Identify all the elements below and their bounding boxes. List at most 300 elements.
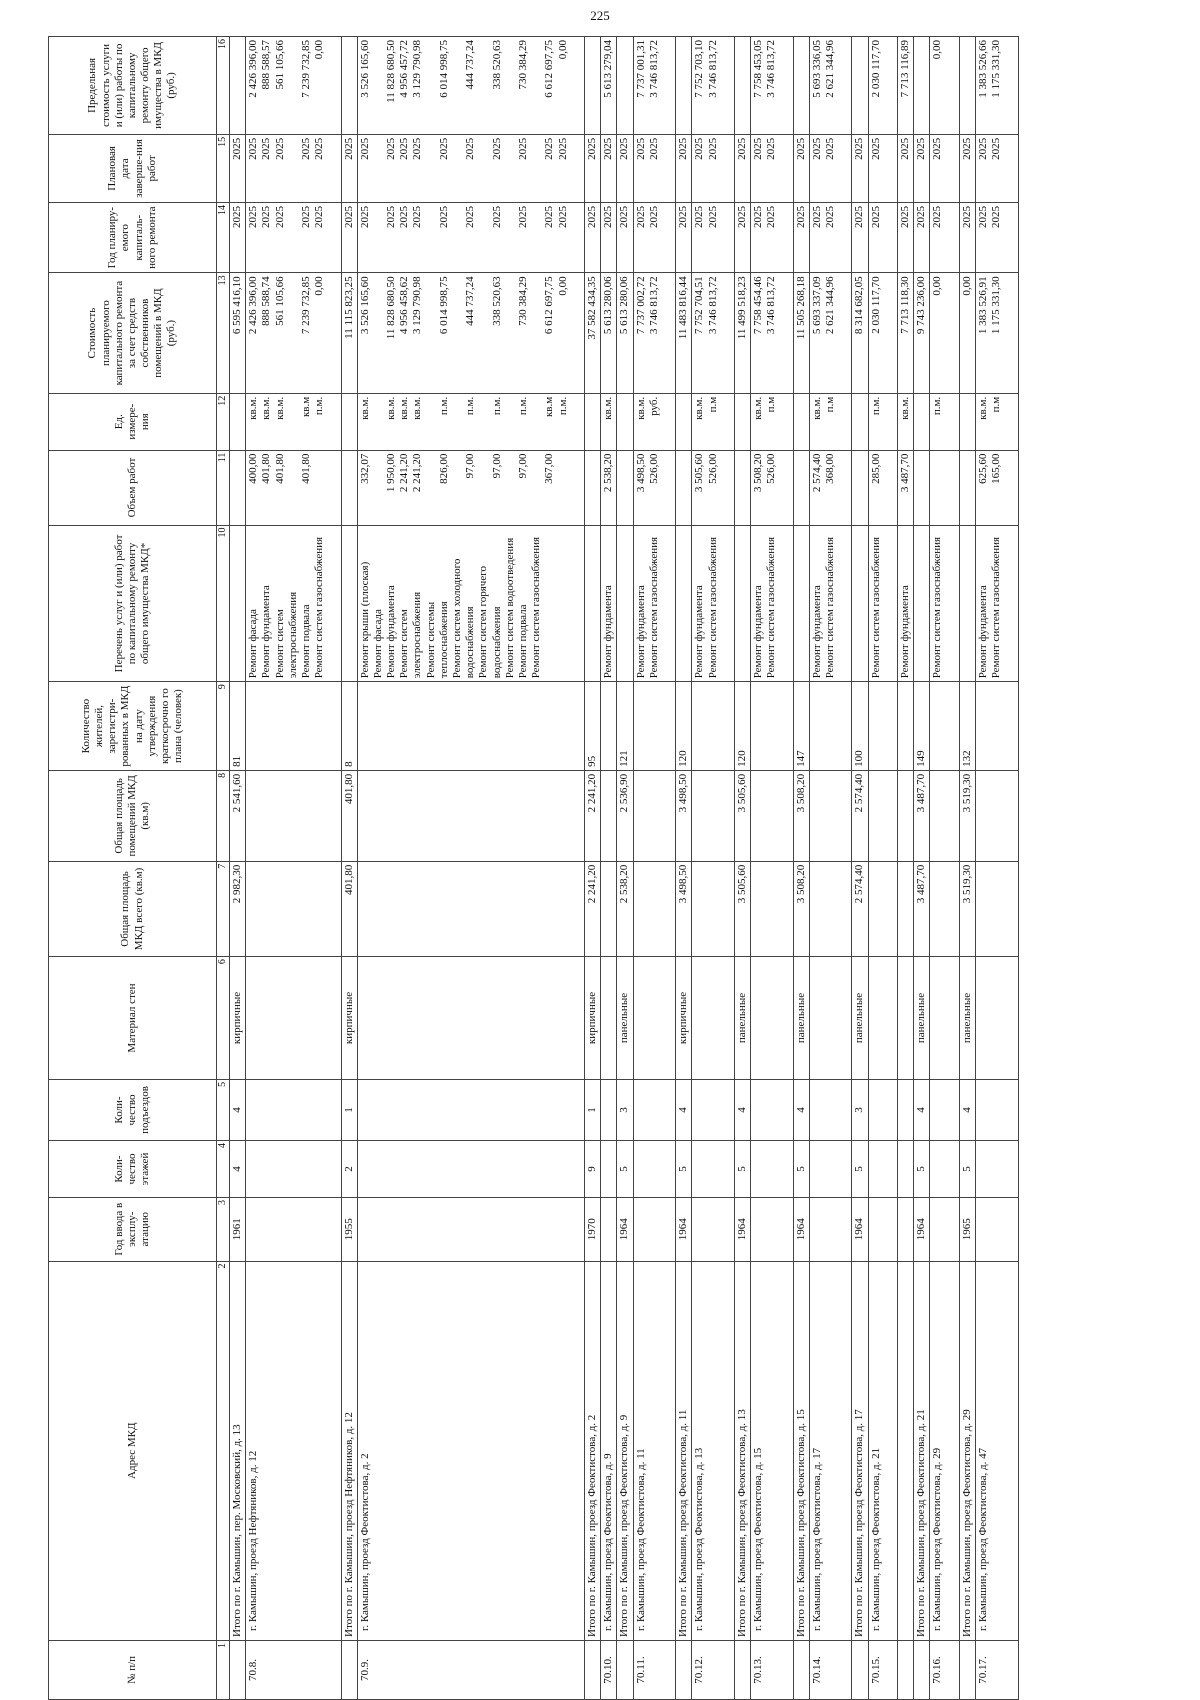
- cost-cell: [230, 273, 246, 393]
- header-area-premises: Общая площадь помещений МКД (кв.м): [49, 770, 217, 861]
- row-num-cell: [357, 1640, 584, 1699]
- area-total-cell: [692, 861, 735, 956]
- work-cost: 11 115 823,25: [342, 276, 355, 339]
- work-y1: 2025: [398, 205, 411, 228]
- entrances-cell: [898, 1079, 914, 1140]
- work-limit: 6 014 998,75: [437, 40, 450, 98]
- address-label: г. Камышин, проезд Феоктистова, д. 29: [931, 1447, 944, 1631]
- cell-text: 5: [618, 1166, 631, 1172]
- cell-text: кирпичные: [586, 991, 599, 1045]
- year-cell: [585, 1197, 601, 1261]
- floors-cell: [959, 1141, 975, 1198]
- work-name: [961, 529, 974, 679]
- work-unit: кв.м.: [411, 396, 424, 420]
- row-num-cell: [852, 1640, 868, 1699]
- unit-cell: [246, 393, 341, 450]
- work-vol: 2 241,20: [398, 453, 411, 493]
- work-vol: [313, 454, 339, 522]
- entrances-cell: [868, 1079, 897, 1140]
- work-name: Ремонт фундамента: [752, 585, 765, 679]
- work-cost: 6 612 697,75: [543, 276, 556, 335]
- year-cell: [601, 1197, 617, 1261]
- material-cell: [676, 957, 692, 1080]
- table-row: [692, 37, 735, 1700]
- entrances-cell: [676, 1079, 692, 1140]
- row-num-cell: [751, 1640, 794, 1699]
- row-num-cell: [230, 1640, 246, 1699]
- work-limit: 7 758 453,05: [752, 40, 765, 98]
- work-limit: 338 520,63: [490, 40, 503, 90]
- work-cost: 3 746 813,72: [706, 276, 719, 335]
- colnum: 5: [217, 1079, 230, 1140]
- volume-cell: [852, 450, 868, 525]
- total-label: Итого по г. Камышин, проезд Феоктистова, д. 2: [586, 1414, 599, 1637]
- year-cell: [357, 1197, 584, 1261]
- table-row: [601, 37, 617, 1700]
- work-name: Ремонт систем газоснабжения: [313, 536, 326, 679]
- repair-year-cell: [898, 202, 914, 272]
- works-cell: [230, 525, 246, 682]
- work-cost: 11 483 816,44: [677, 276, 690, 340]
- work-unit: п.м.: [556, 396, 569, 416]
- total-label: Итого по г. Камышин, проезд Феоктистова, д. 29: [960, 1409, 973, 1637]
- cell-text: 70.17.: [976, 1656, 989, 1684]
- row-num-cell: [868, 1640, 897, 1699]
- area-premises-cell: [357, 770, 584, 861]
- work-name: Ремонт систем водоотведения: [503, 537, 516, 679]
- work-unit: [231, 397, 244, 447]
- cell-text: панельные: [735, 992, 748, 1044]
- year-cell: [930, 1197, 959, 1261]
- table-row: [914, 37, 930, 1700]
- work-vol: 1 950,00: [385, 453, 398, 493]
- address-cell: [692, 1261, 735, 1640]
- work-unit: кв.м.: [634, 396, 647, 420]
- row-num-cell: [959, 1640, 975, 1699]
- cell-text: 2: [342, 1166, 355, 1172]
- row-num-cell: [676, 1640, 692, 1699]
- repair-year-cell: [230, 202, 246, 272]
- work-y2: 2025: [556, 137, 569, 160]
- year-cell: [633, 1197, 676, 1261]
- area-premises-cell: [959, 770, 975, 861]
- volume-cell: [341, 450, 357, 525]
- floors-cell: [975, 1141, 1018, 1198]
- work-name: Ремонт систем газоснабжения: [647, 536, 660, 679]
- cell-text: кирпичные: [342, 991, 355, 1045]
- completion-date-cell: [692, 134, 735, 202]
- works-cell: [601, 525, 617, 682]
- completion-date-cell: [852, 134, 868, 202]
- work-cost: 3 746 813,72: [647, 276, 660, 335]
- table-row: [734, 37, 750, 1700]
- work-cost: 7 752 704,51: [693, 276, 706, 335]
- work-cost: 3 746 813,72: [765, 276, 778, 335]
- cell-text: 70.8.: [247, 1658, 260, 1681]
- work-cost: 2 621 344,96: [824, 276, 837, 335]
- completion-date-cell: [809, 134, 852, 202]
- entrances-cell: [930, 1079, 959, 1140]
- work-limit: 7 752 703,10: [693, 40, 706, 98]
- cell-text: 70.14.: [810, 1656, 823, 1684]
- residents-cell: [585, 682, 601, 771]
- limit-cost-cell: [852, 37, 868, 135]
- header-row: [49, 37, 217, 1700]
- unit-cell: [793, 393, 809, 450]
- work-vol: 165,00: [990, 453, 1003, 484]
- year-cell: [692, 1197, 735, 1261]
- work-y2: 2025: [869, 137, 882, 160]
- floors-cell: [852, 1141, 868, 1198]
- cell-text: 1964: [618, 1218, 631, 1241]
- cost-cell: [617, 273, 633, 393]
- cost-cell: [734, 273, 750, 393]
- floors-cell: [341, 1141, 357, 1198]
- area-total-cell: [975, 861, 1018, 956]
- year-cell: [868, 1197, 897, 1261]
- repair-year-cell: [959, 202, 975, 272]
- work-y2: 2025: [765, 137, 778, 160]
- cell-text: 2 241,20: [586, 864, 599, 904]
- entrances-cell: [734, 1079, 750, 1140]
- work-unit: кв.м.: [602, 396, 615, 420]
- floors-cell: [868, 1141, 897, 1198]
- table-row: [959, 37, 975, 1700]
- cell-text: 3: [618, 1107, 631, 1113]
- work-vol: 625,60: [976, 453, 989, 484]
- floors-cell: [734, 1141, 750, 1198]
- volume-cell: [975, 450, 1018, 525]
- cell-text: 401,80: [342, 864, 355, 895]
- cell-text: 1964: [677, 1218, 690, 1241]
- residents-cell: [633, 682, 676, 771]
- table-body: [230, 37, 1019, 1700]
- work-y1: 2025: [824, 205, 837, 228]
- cell-text: 2 536,90: [618, 773, 631, 813]
- area-total-cell: [633, 861, 676, 956]
- floors-cell: [930, 1141, 959, 1198]
- works-cell: [585, 525, 601, 682]
- address-cell: [975, 1261, 1018, 1640]
- cell-text: панельные: [853, 992, 866, 1044]
- work-y1: 2025: [342, 205, 355, 228]
- year-cell: [914, 1197, 930, 1261]
- cost-cell: [585, 273, 601, 393]
- area-total-cell: [898, 861, 914, 956]
- works-cell: [633, 525, 676, 682]
- work-name: [853, 529, 866, 679]
- entrances-cell: [793, 1079, 809, 1140]
- material-cell: [930, 957, 959, 1080]
- work-vol: 368,00: [824, 453, 837, 484]
- repair-year-cell: [809, 202, 852, 272]
- cell-text: 5: [853, 1166, 866, 1172]
- work-unit: п.м.: [490, 396, 503, 416]
- address-label: г. Камышин, проезд Феоктистова, д. 47: [976, 1447, 989, 1631]
- work-unit: [618, 397, 631, 447]
- work-unit: п.м.: [931, 396, 944, 416]
- row-num-cell: [809, 1640, 852, 1699]
- area-total-cell: [793, 861, 809, 956]
- address-cell: [809, 1261, 852, 1640]
- repair-year-cell: [692, 202, 735, 272]
- cell-text: 3 508,20: [794, 864, 807, 904]
- work-y1: 2025: [260, 205, 273, 228]
- cell-text: 1964: [735, 1218, 748, 1241]
- work-vol: 3 505,60: [693, 453, 706, 493]
- work-y1: 2025: [437, 205, 450, 228]
- repair-year-cell: [793, 202, 809, 272]
- volume-cell: [585, 450, 601, 525]
- area-total-cell: [734, 861, 750, 956]
- area-total-cell: [601, 861, 617, 956]
- work-y1: 2025: [273, 205, 286, 228]
- work-y1: 2025: [869, 205, 882, 228]
- material-cell: [852, 957, 868, 1080]
- work-limit: [343, 40, 356, 131]
- floors-cell: [898, 1141, 914, 1198]
- entrances-cell: [341, 1079, 357, 1140]
- header-year: Год ввода в эксплу-атацию: [49, 1197, 217, 1261]
- entrances-cell: [852, 1079, 868, 1140]
- work-vol: 3 498,50: [634, 453, 647, 493]
- work-vol: 332,07: [358, 453, 371, 484]
- cell-text: 5: [677, 1166, 690, 1172]
- area-premises-cell: [230, 770, 246, 861]
- work-y2: 2025: [824, 137, 837, 160]
- completion-date-cell: [959, 134, 975, 202]
- table-row: [975, 37, 1018, 1700]
- unit-cell: [341, 393, 357, 450]
- cell-text: 5: [794, 1166, 807, 1172]
- header-entrances: Коли-чество подъездов: [49, 1079, 217, 1140]
- cell-text: 121: [618, 750, 631, 767]
- cell-text: 4: [231, 1107, 243, 1113]
- work-vol: 97,00: [464, 453, 477, 479]
- work-unit: руб.: [647, 396, 660, 416]
- cell-text: 70.11.: [634, 1656, 647, 1684]
- work-y2: 2025: [411, 137, 424, 160]
- work-y1: 2025: [618, 205, 631, 228]
- work-limit: 3 129 790,98: [411, 40, 424, 98]
- entrances-cell: [751, 1079, 794, 1140]
- work-unit: кв.м.: [976, 396, 989, 420]
- floors-cell: [617, 1141, 633, 1198]
- cell-text: 1961: [231, 1218, 243, 1241]
- works-cell: [930, 525, 959, 682]
- work-y2: 2025: [853, 137, 866, 160]
- completion-date-cell: [975, 134, 1018, 202]
- work-limit: 2 426 396,00: [247, 40, 260, 98]
- work-y2: 2025: [358, 137, 371, 160]
- work-name: Ремонт систем холодного водоснабжения: [451, 558, 477, 679]
- header-limit-cost: Предельная стоимость услуги и (или) работы по капитальному ремонту общего имущества в МКД (руб.): [49, 37, 217, 135]
- limit-cost-cell: [617, 37, 633, 135]
- cell-text: 1964: [794, 1218, 807, 1241]
- unit-cell: [751, 393, 794, 450]
- work-y2: 2025: [976, 137, 989, 160]
- work-unit: [853, 397, 866, 447]
- work-unit: п.м: [706, 396, 719, 413]
- table-row: [793, 37, 809, 1700]
- repair-year-cell: [341, 202, 357, 272]
- area-premises-cell: [975, 770, 1018, 861]
- area-premises-cell: [246, 770, 341, 861]
- material-cell: [617, 957, 633, 1080]
- work-limit: 7 737 001,31: [634, 40, 647, 98]
- area-premises-cell: [676, 770, 692, 861]
- colnum: 7: [217, 861, 230, 956]
- residents-cell: [868, 682, 897, 771]
- year-cell: [793, 1197, 809, 1261]
- work-limit: 2 621 344,96: [824, 40, 837, 98]
- header-works: Перечень услуг и (или) работ по капитальному ремонту общего имущества МКД*: [49, 525, 217, 682]
- work-limit: [853, 40, 866, 131]
- area-total-cell: [959, 861, 975, 956]
- work-cost: 561 105,66: [273, 276, 286, 326]
- work-unit: [915, 397, 928, 447]
- work-y1: 2025: [853, 205, 866, 228]
- work-name: Ремонт подвала: [299, 604, 312, 679]
- address-label: г. Камышин, проезд Феоктистова, д. 15: [752, 1447, 765, 1631]
- work-unit: [586, 397, 599, 447]
- row-num-cell: [930, 1640, 959, 1699]
- address-label: г. Камышин, проезд Феоктистова, д. 21: [869, 1447, 882, 1631]
- header-unit: Ед. измере-ния: [49, 393, 217, 450]
- limit-cost-cell: [930, 37, 959, 135]
- rotated-table-sheet: [48, 36, 1178, 1700]
- work-y2: 2025: [899, 137, 912, 160]
- unit-cell: [734, 393, 750, 450]
- work-unit: кв.м.: [693, 396, 706, 420]
- cost-cell: [246, 273, 341, 393]
- floors-cell: [601, 1141, 617, 1198]
- cell-text: 120: [677, 750, 690, 767]
- work-limit: 888 588,57: [260, 40, 273, 90]
- residents-cell: [959, 682, 975, 771]
- work-name: Ремонт фундамента: [810, 585, 823, 679]
- work-y1: 2025: [765, 205, 778, 228]
- work-cost: 5 613 280,06: [618, 276, 631, 335]
- work-vol: [915, 454, 928, 522]
- work-y1: 2025: [358, 205, 371, 228]
- work-y1: 2025: [990, 205, 1003, 228]
- work-y2: 2025: [602, 137, 615, 160]
- work-vol: 3 487,70: [899, 453, 912, 493]
- residents-cell: [930, 682, 959, 771]
- completion-date-cell: [341, 134, 357, 202]
- table-row: [751, 37, 794, 1700]
- limit-cost-cell: [246, 37, 341, 135]
- cell-text: 3 505,60: [735, 773, 748, 813]
- address-cell: [341, 1261, 357, 1640]
- page-number: 225: [590, 8, 610, 23]
- address-cell: [898, 1261, 914, 1640]
- area-total-cell: [930, 861, 959, 956]
- area-total-cell: [852, 861, 868, 956]
- work-cost: 7 713 118,30: [899, 276, 912, 334]
- work-y2: 2025: [273, 137, 286, 160]
- material-cell: [793, 957, 809, 1080]
- work-limit: [586, 40, 599, 131]
- work-y1: 2025: [735, 205, 748, 228]
- work-name: Ремонт фасада: [247, 609, 260, 679]
- work-cost: 4 956 458,62: [398, 276, 411, 335]
- colnum: 14: [217, 202, 230, 272]
- work-y1: 2025: [543, 205, 556, 228]
- work-limit: 1 175 331,30: [990, 40, 1003, 98]
- work-limit: 7 239 732,85: [299, 40, 312, 98]
- address-cell: [793, 1261, 809, 1640]
- entrances-cell: [692, 1079, 735, 1140]
- row-num-cell: [585, 1640, 601, 1699]
- cell-text: 2 982,30: [231, 864, 243, 904]
- colnum: 16: [217, 37, 230, 135]
- works-cell: [751, 525, 794, 682]
- work-vol: [931, 454, 957, 522]
- row-num-cell: [975, 1640, 1018, 1699]
- colnum: 10: [217, 525, 230, 682]
- completion-date-cell: [751, 134, 794, 202]
- volume-cell: [734, 450, 750, 525]
- work-cost: 6 014 998,75: [437, 276, 450, 335]
- repair-year-cell: [975, 202, 1018, 272]
- work-name: Ремонт фундамента: [385, 585, 398, 679]
- cell-text: 95: [586, 755, 599, 767]
- row-num-cell: [692, 1640, 735, 1699]
- volume-cell: [751, 450, 794, 525]
- volume-cell: [692, 450, 735, 525]
- work-unit: [677, 397, 690, 447]
- work-cost: 730 384,29: [517, 276, 530, 326]
- header-num: № п/п: [49, 1640, 217, 1699]
- cell-text: 132: [960, 750, 973, 767]
- limit-cost-cell: [585, 37, 601, 135]
- address-label: г. Камышин, проезд Феоктистова, д. 17: [810, 1447, 823, 1631]
- address-label: г. Камышин, проезд Феоктистова, д. 9: [602, 1453, 615, 1631]
- work-name: Ремонт систем газоснабжения: [530, 536, 543, 679]
- work-vol: 2 574,40: [810, 453, 823, 493]
- table-row: [633, 37, 676, 1700]
- unit-cell: [930, 393, 959, 450]
- cost-cell: [601, 273, 617, 393]
- work-cost: 0,00: [556, 276, 569, 296]
- work-y2: 2025: [437, 137, 450, 160]
- colnum: 8: [217, 770, 230, 861]
- work-unit: п.м: [990, 396, 1003, 413]
- address-cell: [852, 1261, 868, 1640]
- completion-date-cell: [585, 134, 601, 202]
- work-y2: 2025: [735, 137, 748, 160]
- area-total-cell: [751, 861, 794, 956]
- work-y1: 2025: [299, 205, 312, 228]
- work-y2: 2025: [794, 137, 807, 160]
- cell-text: 4: [794, 1107, 807, 1113]
- table-row: [617, 37, 633, 1700]
- work-cost: 0,00: [931, 276, 944, 296]
- limit-cost-cell: [751, 37, 794, 135]
- cell-text: 5: [915, 1166, 928, 1172]
- cell-text: 1970: [586, 1218, 599, 1241]
- column-number-row: [217, 37, 230, 1700]
- area-total-cell: [914, 861, 930, 956]
- row-num-cell: [341, 1640, 357, 1699]
- address-cell: [734, 1261, 750, 1640]
- address-cell: [246, 1261, 341, 1640]
- cell-text: 3 508,20: [794, 773, 807, 813]
- cost-cell: [751, 273, 794, 393]
- entrances-cell: [585, 1079, 601, 1140]
